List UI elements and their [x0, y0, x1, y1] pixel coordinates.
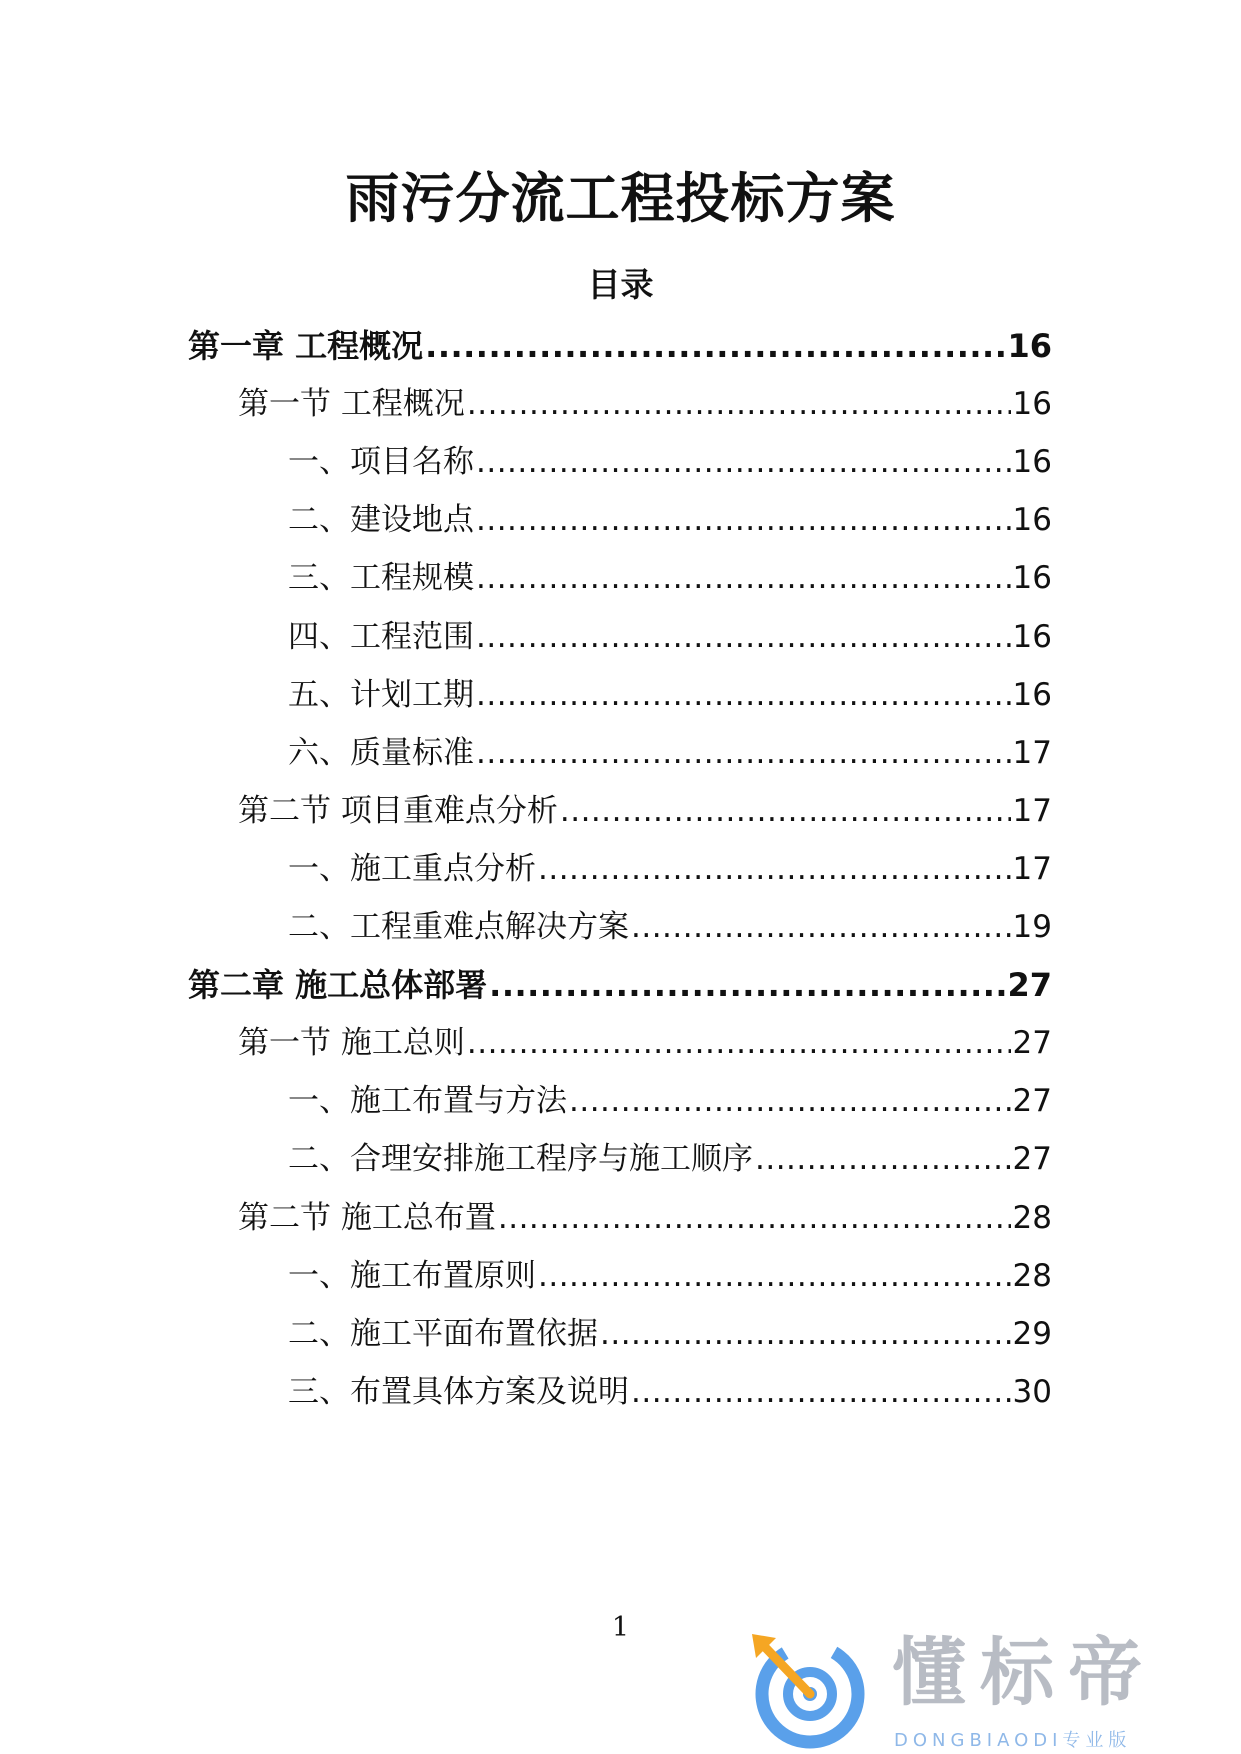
toc-entry-page: 19 [1012, 909, 1052, 945]
toc-dot-leader [467, 380, 1011, 428]
toc-entry-label: 四、工程范围 [288, 618, 474, 655]
toc-entry-page: 17 [1012, 792, 1052, 829]
toc-entry[interactable] [238, 1194, 1052, 1242]
toc-entry[interactable] [188, 322, 1052, 370]
document-title: 雨污分流工程投标方案 [345, 167, 896, 230]
toc-dot-leader [538, 1252, 1011, 1300]
toc-entry-label: 二、合理安排施工程序与施工顺序 [288, 1141, 753, 1178]
toc-entry-label: 二、施工平面布置依据 [288, 1315, 598, 1352]
toc-entry-label: 第一节 工程概况 [238, 386, 465, 423]
toc-dot-leader [476, 496, 1011, 544]
toc-entry-page: 16 [1012, 444, 1052, 481]
toc-entry[interactable] [288, 554, 1052, 602]
toc-dot-leader [631, 1368, 1011, 1416]
toc-entry-label: 第二章 施工总体部署 [188, 966, 488, 1005]
toc-heading: 目录 [587, 265, 654, 304]
toc-dot-leader [538, 845, 1011, 893]
toc-dot-leader [476, 729, 1011, 777]
watermark-brand: 懂标帝 [892, 1630, 1156, 1716]
toc-entry[interactable] [238, 380, 1052, 428]
toc-dot-leader [425, 322, 1005, 370]
toc-entry[interactable] [238, 1019, 1052, 1067]
toc-dot-leader [560, 787, 1011, 835]
toc-dot-leader [631, 903, 1011, 951]
watermark-subtitle: DONGBIAODI专业版 [894, 1730, 1132, 1751]
toc-dot-leader [489, 961, 1005, 1009]
toc-entry-label: 三、布置具体方案及说明 [288, 1373, 629, 1410]
toc-entry[interactable] [288, 671, 1052, 719]
toc-entry[interactable] [288, 613, 1052, 661]
toc-dot-leader [476, 671, 1011, 719]
toc-entry-label: 第二节 项目重难点分析 [238, 792, 558, 829]
toc-dot-leader [498, 1194, 1011, 1242]
toc-entry-page: 16 [1012, 502, 1052, 539]
toc-entry[interactable] [288, 1135, 1052, 1183]
toc-entry-label: 一、施工重点分析 [288, 850, 536, 887]
toc-entry-page: 28 [1012, 1257, 1052, 1294]
toc-dot-leader [476, 438, 1011, 486]
toc-entry[interactable] [288, 903, 1052, 951]
toc-dot-leader [755, 1135, 1011, 1183]
toc-entry-page: 16 [1007, 327, 1052, 365]
toc-entry-label: 第二节 施工总布置 [238, 1199, 496, 1236]
toc-entry-label: 二、建设地点 [288, 502, 474, 539]
toc-entry-label: 五、计划工期 [288, 676, 474, 713]
toc-entry[interactable] [288, 496, 1052, 544]
toc-entry[interactable] [288, 438, 1052, 486]
toc-entry-label: 第一章 工程概况 [188, 327, 424, 365]
toc-entry-label: 二、工程重难点解决方案 [288, 909, 629, 945]
toc-entry[interactable] [288, 1368, 1052, 1416]
toc-entry-label: 一、施工布置与方法 [288, 1083, 567, 1120]
toc-entry-page: 29 [1012, 1315, 1052, 1352]
toc-entry[interactable] [288, 729, 1052, 777]
toc-entry[interactable] [288, 1252, 1052, 1300]
toc-entry-page: 17 [1012, 734, 1052, 771]
watermark [742, 1628, 1212, 1750]
toc-entry-label: 六、质量标准 [288, 734, 474, 771]
toc-dot-leader [467, 1019, 1011, 1067]
toc-entry-label: 一、项目名称 [288, 444, 474, 481]
toc-dot-leader [476, 613, 1011, 661]
toc-entry-page: 27 [1012, 1083, 1052, 1120]
toc-entry-label: 三、工程规模 [288, 560, 474, 597]
page-number: 1 [611, 1612, 630, 1643]
toc-entry-page: 16 [1012, 560, 1052, 597]
toc-dot-leader [476, 554, 1011, 602]
toc-entry-page: 17 [1012, 850, 1052, 887]
target-logo-icon [742, 1628, 872, 1750]
toc-entry[interactable] [288, 845, 1052, 893]
toc-entry-page: 27 [1007, 966, 1052, 1005]
toc-entry-page: 27 [1012, 1025, 1052, 1062]
toc-dot-leader [569, 1077, 1011, 1125]
toc-entry[interactable] [288, 1077, 1052, 1125]
toc-entry-page: 30 [1012, 1373, 1052, 1410]
toc-entry-page: 16 [1012, 386, 1052, 423]
toc-entry-label: 一、施工布置原则 [288, 1257, 536, 1294]
toc-entry-label: 第一节 施工总则 [238, 1025, 465, 1062]
toc-entry-page: 16 [1012, 618, 1052, 655]
toc-dot-leader [600, 1310, 1011, 1358]
toc-entry-page: 27 [1012, 1141, 1052, 1178]
toc-entry[interactable] [238, 787, 1052, 835]
toc-entry-page: 28 [1012, 1199, 1052, 1236]
toc-entry-page: 16 [1012, 676, 1052, 713]
toc-entry[interactable] [188, 961, 1052, 1009]
toc-entry[interactable] [288, 1310, 1052, 1358]
